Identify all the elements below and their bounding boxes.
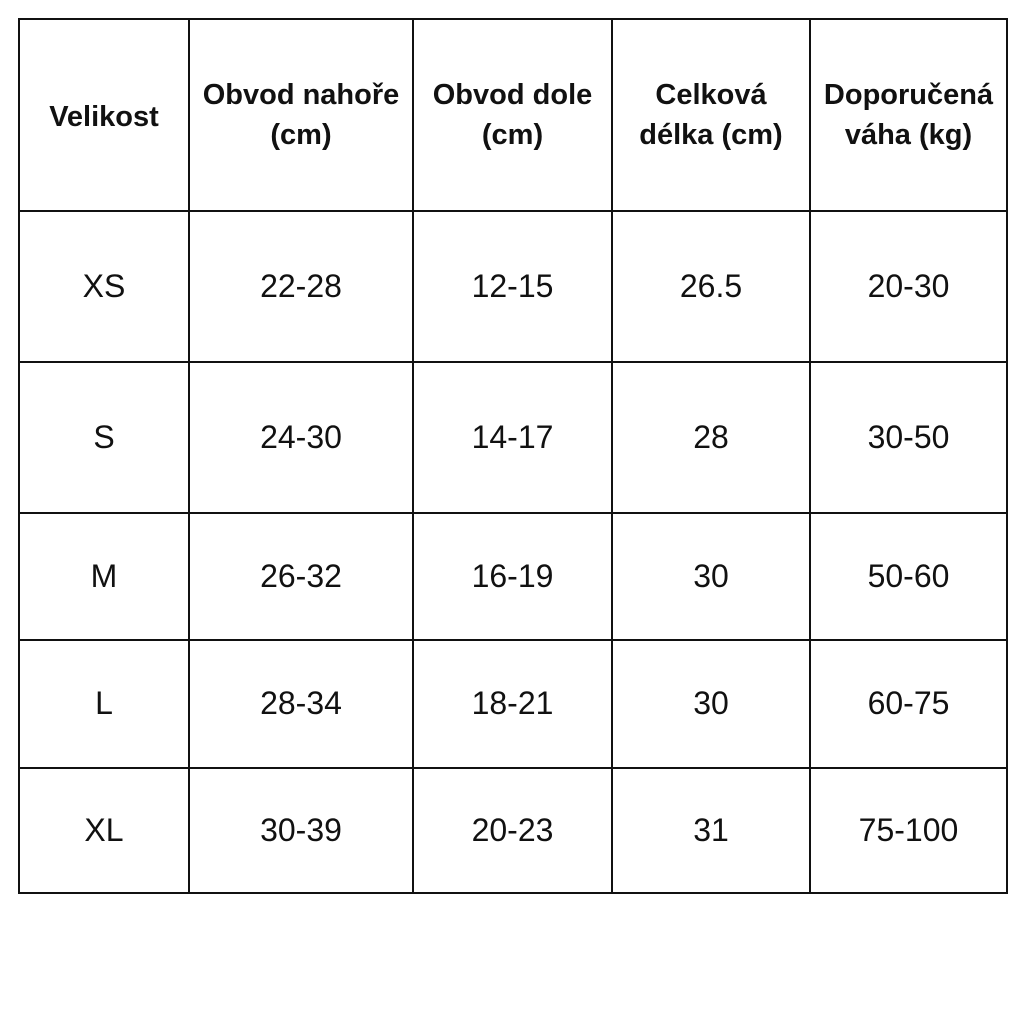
cell-size: L [19,640,189,768]
header-total-length-line1: Celková [655,79,767,112]
header-top-circumference-line2: (cm) [270,119,332,152]
header-top-circumference [189,19,413,211]
cell-bottom-circumference: 18-21 [413,640,612,768]
header-size-label: Velikost [49,101,159,134]
cell-top-circumference: 28-34 [189,640,413,768]
cell-size: XS [19,211,189,362]
cell-recommended-weight: 75-100 [810,768,1007,893]
header-size [19,19,189,211]
cell-total-length: 26.5 [612,211,810,362]
cell-bottom-circumference: 14-17 [413,362,612,512]
cell-top-circumference: 24-30 [189,362,413,512]
cell-recommended-weight: 30-50 [810,362,1007,512]
cell-top-circumference: 26-32 [189,513,413,640]
header-recommended-weight [810,19,1007,211]
cell-size: M [19,513,189,640]
table-row [19,768,1007,893]
table-header-row [19,19,1007,211]
table-row [19,640,1007,768]
header-bottom-circumference [413,19,612,211]
cell-bottom-circumference: 20-23 [413,768,612,893]
cell-total-length: 28 [612,362,810,512]
cell-total-length: 30 [612,640,810,768]
cell-size: S [19,362,189,512]
cell-size: XL [19,768,189,893]
size-chart-table [18,18,1008,894]
table-row [19,211,1007,362]
table-row [19,362,1007,512]
cell-recommended-weight: 50-60 [810,513,1007,640]
table-row [19,513,1007,640]
cell-top-circumference: 22-28 [189,211,413,362]
header-total-length-line2: délka (cm) [639,119,783,152]
header-total-length [612,19,810,211]
cell-recommended-weight: 60-75 [810,640,1007,768]
cell-recommended-weight: 20-30 [810,211,1007,362]
cell-top-circumference: 30-39 [189,768,413,893]
cell-bottom-circumference: 16-19 [413,513,612,640]
header-bottom-circumference-line2: (cm) [481,119,544,152]
header-recommended-weight-line2: váha (kg) [844,119,973,152]
cell-bottom-circumference: 12-15 [413,211,612,362]
cell-total-length: 31 [612,768,810,893]
header-bottom-circumference-line1: Obvod dole [432,79,593,112]
header-recommended-weight-line1: Doporučená [823,79,994,112]
header-top-circumference-line1: Obvod nahoře [202,79,400,112]
cell-total-length: 30 [612,513,810,640]
